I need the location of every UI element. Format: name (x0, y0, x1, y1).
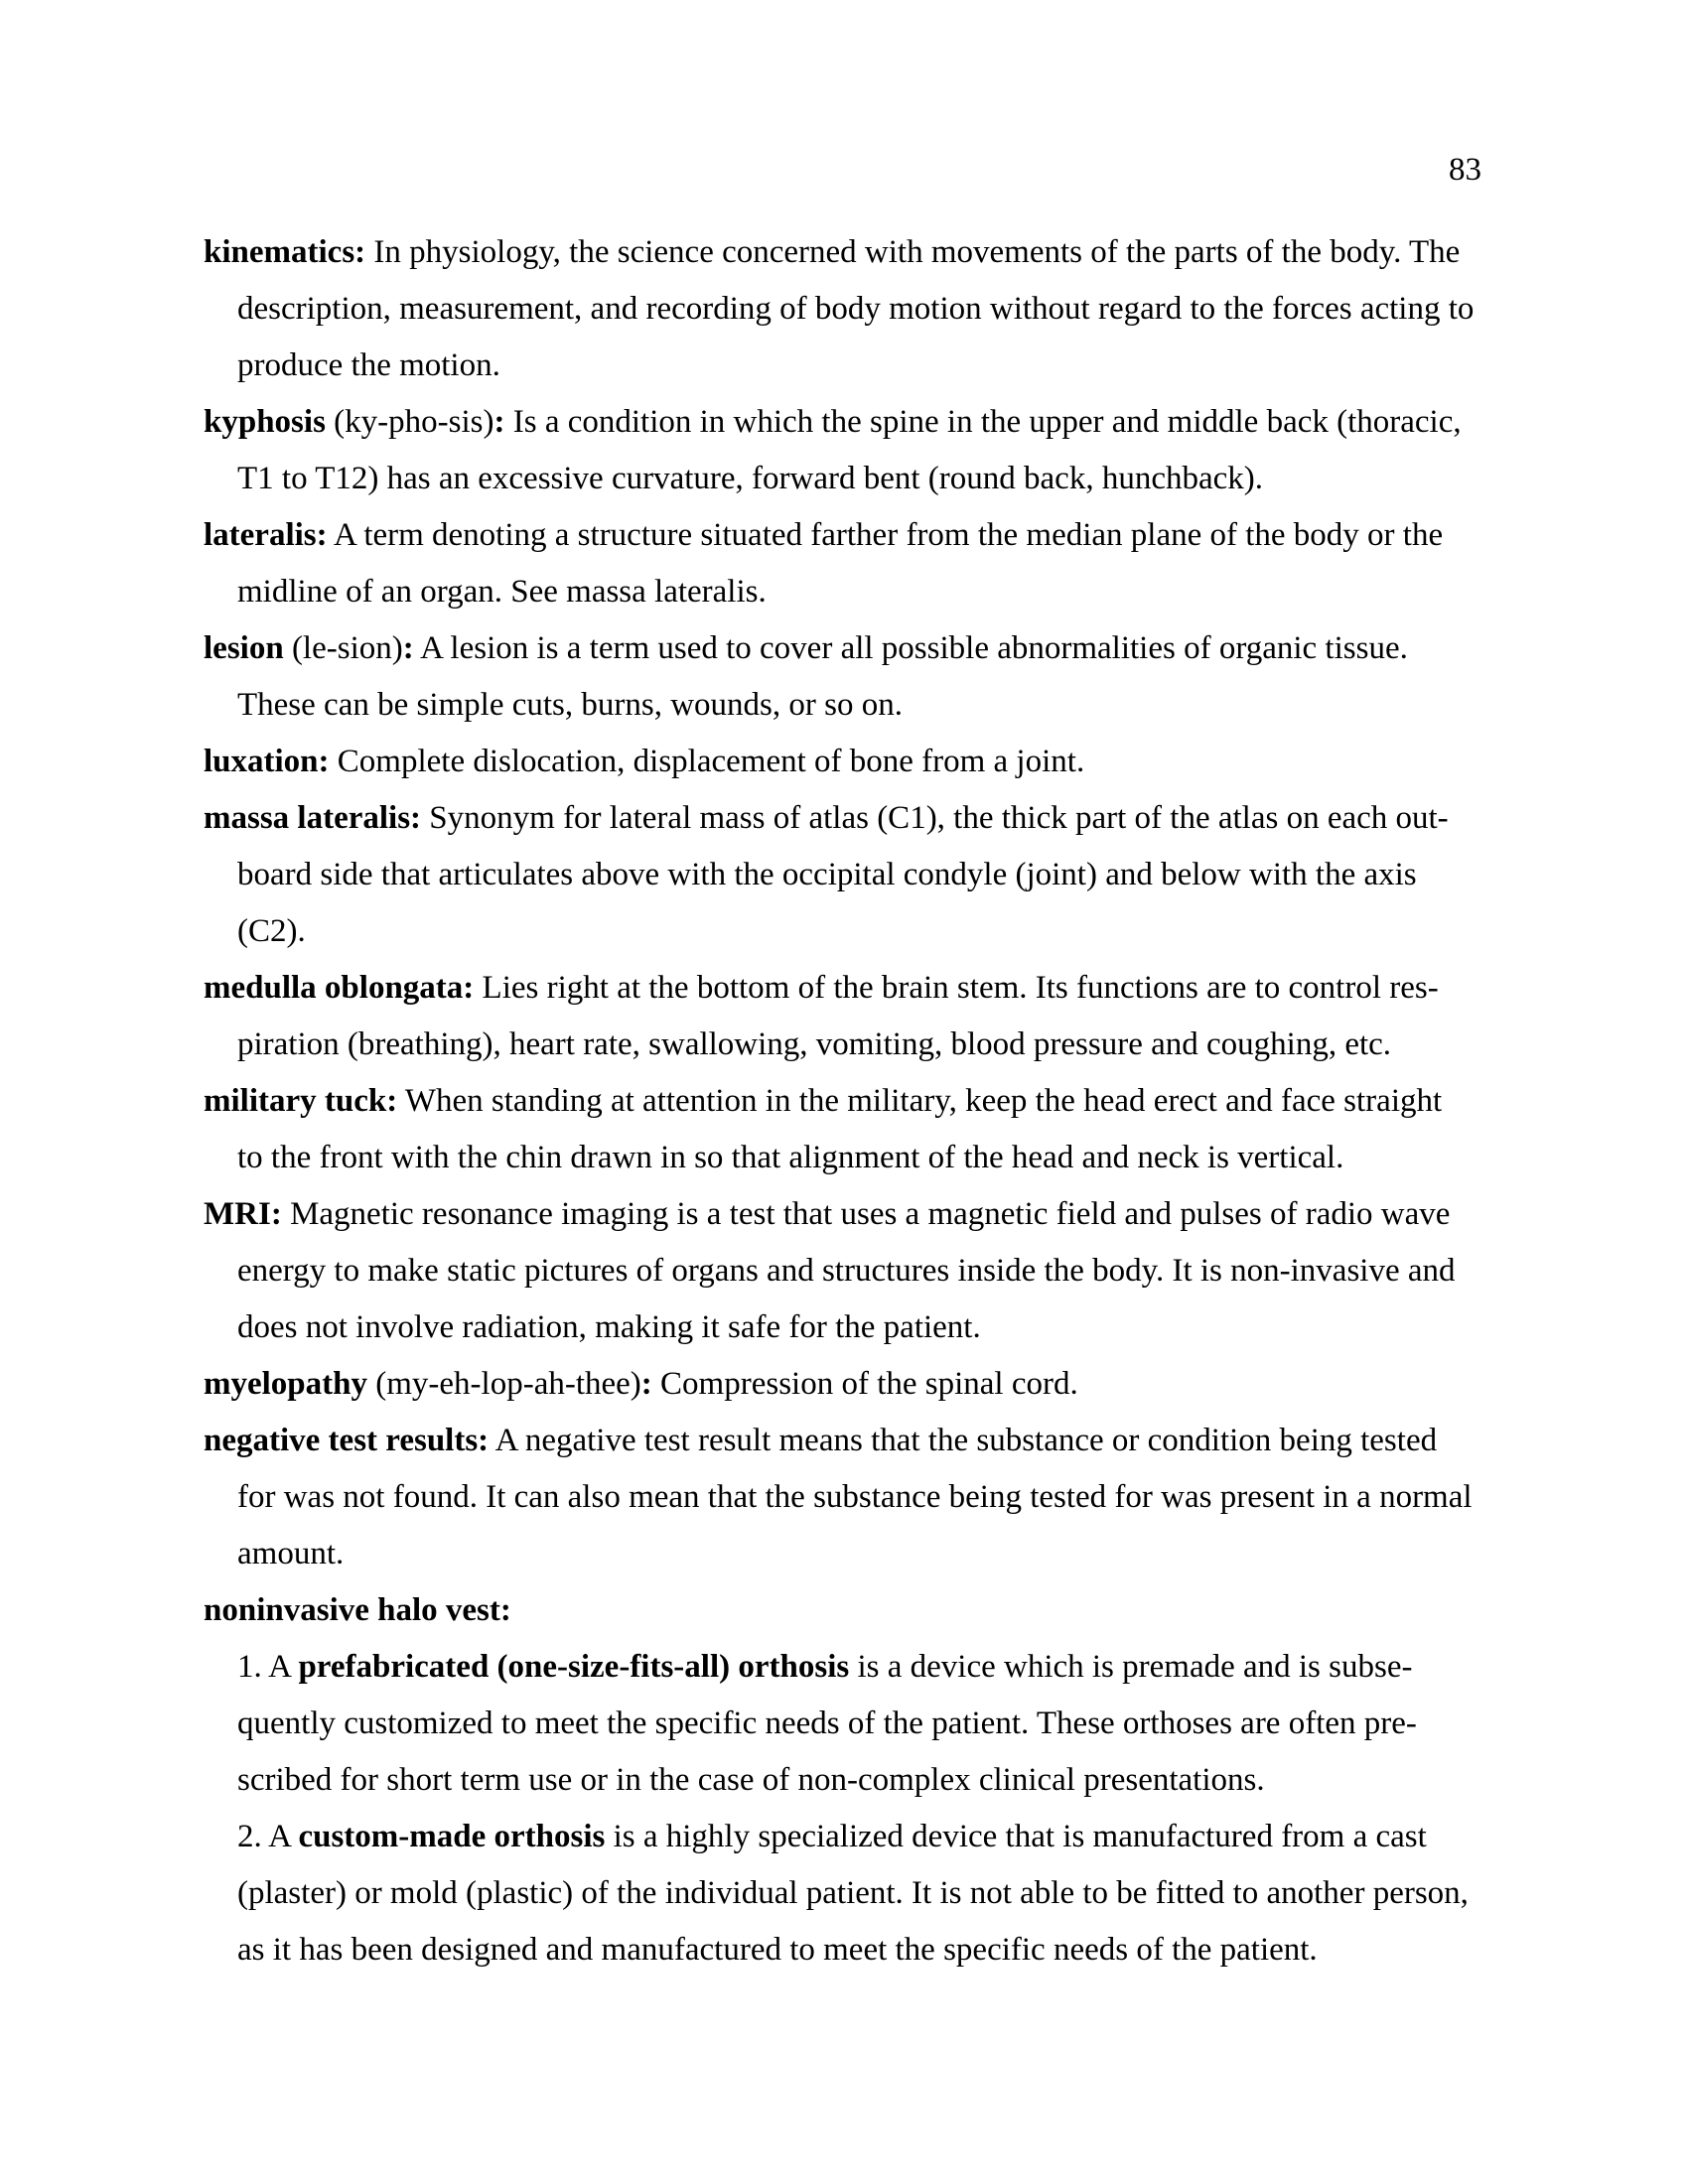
text-line (204, 1186, 1514, 1243)
glossary-entry (204, 1186, 1514, 1356)
glossary-definition-text: as it has been designed and manufactured to meet the specific needs of the patient. (237, 1932, 1318, 1968)
glossary-definition-text: When standing at attention in the military, keep the head erect and face straight (397, 1083, 1443, 1119)
text-line (204, 451, 1514, 507)
glossary-definition-text: (ky-pho-sis) (325, 404, 494, 440)
text-line (204, 1017, 1514, 1073)
glossary-term-text: noninvasive halo vest: (204, 1592, 511, 1628)
text-line (204, 1469, 1514, 1526)
glossary-definition-text: In physiology, the science concerned with movements of the parts of the body. The (365, 234, 1461, 270)
glossary-definition-text: Compression of the spinal cord. (651, 1366, 1078, 1402)
glossary-definition-text: A negative test result means that the substance or condition being tested (489, 1423, 1438, 1458)
glossary-term-text: massa lateralis: (204, 800, 422, 836)
glossary-definition-text: (le-sion) (283, 630, 403, 666)
text-line (204, 790, 1514, 847)
text-line (204, 1752, 1514, 1809)
text-line (204, 677, 1514, 734)
glossary-definition-text: does not involve radiation, making it safe for the patient. (237, 1309, 981, 1345)
glossary-term-text: : (402, 630, 414, 666)
glossary-entry (204, 734, 1514, 790)
glossary-term-text: : (640, 1366, 652, 1402)
text-line (204, 1809, 1514, 1865)
glossary-definition-text: scribed for short term use or in the case of non-complex clinical presentations. (237, 1762, 1265, 1798)
glossary-definition-text: A term denoting a structure situated farther from the median plane of the body or the (327, 517, 1444, 553)
glossary-definition-text: Complete dislocation, displacement of bone from a joint. (329, 744, 1085, 779)
text-line (204, 1526, 1514, 1582)
glossary-term-text: MRI: (204, 1196, 282, 1232)
text-line (204, 1865, 1514, 1922)
glossary-term-text: kyphosis (204, 404, 326, 440)
glossary-definition-text: piration (breathing), heart rate, swallowing, vomiting, blood pressure and coughing, etc. (237, 1026, 1392, 1062)
text-line (204, 1922, 1514, 1979)
text-line (204, 1639, 1514, 1696)
glossary-entry (204, 790, 1514, 960)
text-line (204, 281, 1514, 338)
glossary-definition-text: midline of an organ. See massa lateralis. (237, 574, 767, 610)
glossary-entry (204, 394, 1514, 507)
glossary-term-text: military tuck: (204, 1083, 398, 1119)
glossary-term-text: myelopathy (204, 1366, 367, 1402)
glossary-definition-text: These can be simple cuts, burns, wounds, or so on. (237, 687, 903, 723)
glossary-term-text: lateralis: (204, 517, 328, 553)
text-line (204, 903, 1514, 960)
text-line (204, 564, 1514, 620)
glossary-body (204, 224, 1514, 1979)
text-line (204, 734, 1514, 790)
glossary-definition-text: A lesion is a term used to cover all possible abnormalities of organic tissue. (413, 630, 1408, 666)
text-line (204, 1243, 1514, 1299)
glossary-entry (204, 1413, 1514, 1582)
glossary-definition-text: T1 to T12) has an excessive curvature, forward bent (round back, hunchback). (237, 461, 1264, 496)
glossary-definition-text: Is a condition in which the spine in the upper and middle back (thoracic, (504, 404, 1462, 440)
glossary-entry (204, 224, 1514, 394)
glossary-term-text: custom-made orthosis (298, 1819, 606, 1854)
text-line (204, 1130, 1514, 1186)
glossary-definition-text: (C2). (237, 913, 306, 949)
glossary-definition-text: energy to make static pictures of organs and structures inside the body. It is non-invasive and (237, 1253, 1456, 1289)
glossary-term-text: luxation: (204, 744, 330, 779)
text-line (204, 1299, 1514, 1356)
glossary-definition-text: quently customized to meet the specific needs of the patient. These orthoses are often pre- (237, 1706, 1417, 1741)
glossary-term-text: kinematics: (204, 234, 366, 270)
glossary-entry (204, 507, 1514, 620)
glossary-entry (204, 1582, 1514, 1979)
text-line (204, 1413, 1514, 1469)
glossary-definition-text: Synonym for lateral mass of atlas (C1), the thick part of the atlas on each out- (421, 800, 1449, 836)
glossary-definition-text: is a device which is premade and is subse- (849, 1649, 1413, 1685)
glossary-entry (204, 620, 1514, 734)
glossary-definition-text: is a highly specialized device that is manufactured from a cast (605, 1819, 1427, 1854)
text-line (204, 1073, 1514, 1130)
glossary-definition-text: description, measurement, and recording of body motion without regard to the forces acting to (237, 291, 1475, 327)
page-number: 83 (1449, 152, 1481, 188)
text-line (204, 960, 1514, 1017)
glossary-definition-text: Magnetic resonance imaging is a test that uses a magnetic field and pulses of radio wave (281, 1196, 1451, 1232)
glossary-definition-text: (plaster) or mold (plastic) of the individual patient. It is not able to be fitted to another person, (237, 1875, 1469, 1911)
glossary-term-text: medulla oblongata: (204, 970, 475, 1006)
text-line (204, 338, 1514, 394)
glossary-definition-text: (my-eh-lop-ah-thee) (367, 1366, 641, 1402)
glossary-term-text: : (493, 404, 505, 440)
glossary-term-text: negative test results: (204, 1423, 490, 1458)
glossary-definition-text: amount. (237, 1536, 345, 1571)
glossary-definition-text: 1. A (237, 1649, 299, 1685)
glossary-entry (204, 960, 1514, 1073)
glossary-term-text: prefabricated (one-size-fits-all) orthosis (298, 1649, 850, 1685)
glossary-definition-text: Lies right at the bottom of the brain stem. Its functions are to control res- (474, 970, 1439, 1006)
glossary-term-text: lesion (204, 630, 284, 666)
text-line (204, 1356, 1514, 1413)
text-line (204, 1582, 1514, 1639)
glossary-entry (204, 1073, 1514, 1186)
glossary-definition-text: for was not found. It can also mean that the substance being tested for was present in a normal (237, 1479, 1473, 1515)
text-line (204, 620, 1514, 677)
glossary-definition-text: board side that articulates above with the occipital condyle (joint) and below with the axis (237, 857, 1417, 892)
text-line (204, 224, 1514, 281)
glossary-definition-text: to the front with the chin drawn in so that alignment of the head and neck is vertical. (237, 1140, 1344, 1175)
text-line (204, 847, 1514, 903)
text-line (204, 394, 1514, 451)
glossary-entry (204, 1356, 1514, 1413)
glossary-definition-text: 2. A (237, 1819, 299, 1854)
glossary-definition-text: produce the motion. (237, 347, 500, 383)
text-line (204, 507, 1514, 564)
text-line (204, 1696, 1514, 1752)
